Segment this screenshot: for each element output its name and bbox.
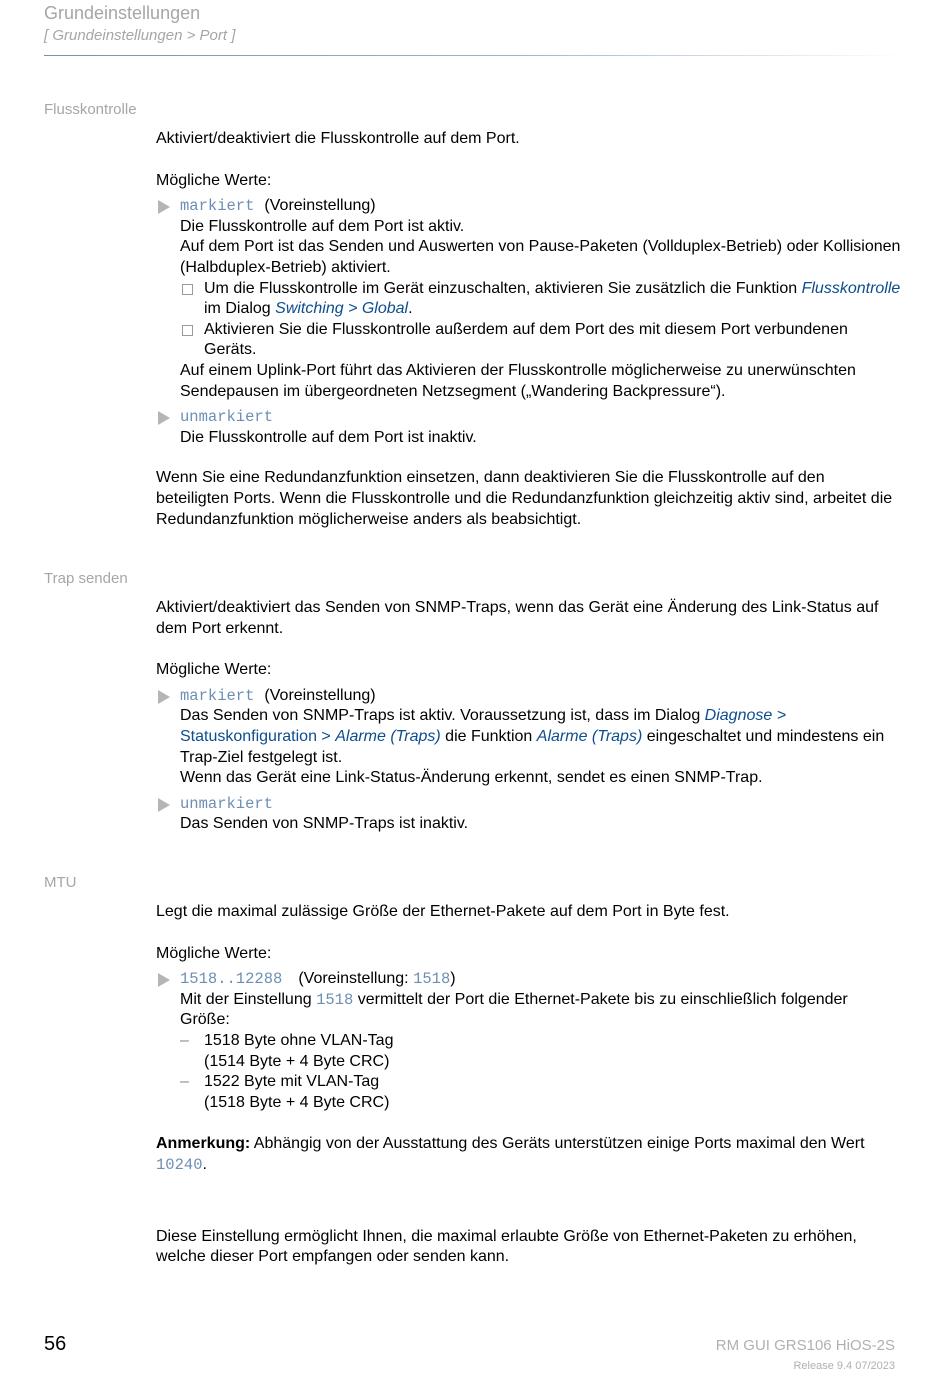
value-description: Auf einem Uplink-Port führt das Aktivieren der Flusskontrolle möglicherweise zu unerwünschten Sendepausen im übergeordneten Netzsegment („Wandering Backpressure“). xyxy=(180,361,856,400)
triangle-bullet-icon xyxy=(158,690,170,704)
section-flusskontrolle xyxy=(156,129,901,530)
section-note: Wenn Sie eine Redundanzfunktion einsetzen, dann deaktivieren Sie die Flusskontrolle auf den beteiligten Ports. Wenn die Flusskontrolle und die Redundanzfunktion gleichzeitig aktiv sind, arbeitet die Redundanzfunktion möglicherweise anders als beabsichtigt. xyxy=(156,469,893,528)
section-label-flusskontrolle: Flusskontrolle xyxy=(44,101,137,118)
values-heading: Mögliche Werte: xyxy=(156,171,272,189)
release-info: Release 9.4 07/2023 xyxy=(793,1360,895,1372)
value-description: Das Senden von SNMP-Traps ist aktiv. Voraussetzung ist, dass im Dialog Diagnose > Statuskonfiguration > Alarme (Traps) die Funktion Alarme (Traps) eingeschaltet und mindestens ein Trap-Ziel festgelegt ist. xyxy=(180,707,885,766)
value-description: Die Flusskontrolle auf dem Port ist inaktiv. xyxy=(180,428,477,446)
value-code: 1518..12288 xyxy=(180,970,283,989)
section-label-trap-senden: Trap senden xyxy=(44,570,128,587)
page-number: 56 xyxy=(44,1333,67,1355)
value-code: markiert xyxy=(180,686,255,705)
triangle-bullet-icon xyxy=(158,798,170,812)
dash-bullet-icon: – xyxy=(180,1031,189,1049)
size-bullet-item: – 1522 Byte mit VLAN-Tag (1518 Byte + 4 Byte CRC) xyxy=(180,1073,390,1111)
value-description: Wenn das Gerät eine Link-Status-Änderung erkennt, sendet es einen SNMP-Trap. xyxy=(180,769,763,787)
default-note: (Voreinstellung) xyxy=(264,686,376,704)
value-item-markiert xyxy=(156,686,901,789)
value-description: Das Senden von SNMP-Traps ist inaktiv. xyxy=(180,815,469,833)
value-item-unmarkiert xyxy=(156,407,901,448)
dialog-link-flusskontrolle[interactable]: Flusskontrolle xyxy=(801,279,901,297)
value-description: Die Flusskontrolle auf dem Port ist aktiv. xyxy=(180,217,465,235)
section-intro: Aktiviert/deaktiviert die Flusskontrolle auf dem Port. xyxy=(156,130,520,147)
section-intro: Aktiviert/deaktiviert das Senden von SNMP-Traps, wenn das Gerät eine Änderung des Link-Status auf dem Port erkennt. xyxy=(156,599,879,637)
value-item-markiert xyxy=(156,196,901,402)
value-code: unmarkiert xyxy=(180,794,274,813)
values-heading: Mögliche Werte: xyxy=(156,661,272,679)
section-label-mtu: MTU xyxy=(44,874,77,891)
triangle-bullet-icon xyxy=(158,411,170,425)
section-mtu xyxy=(156,902,901,1268)
section-intro: Legt die maximal zulässige Größe der Ethernet-Pakete auf dem Port in Byte fest. xyxy=(156,903,730,920)
dash-bullet-icon: – xyxy=(180,1073,189,1091)
max-value-code: 10240 xyxy=(156,1155,203,1174)
dialog-link-diagnose[interactable]: Diagnose > xyxy=(704,707,787,725)
value-code: markiert xyxy=(180,197,255,216)
step-item: Aktivieren Sie die Flusskontrolle außerdem auf dem Port des mit diesem Port verbundenen Geräts. xyxy=(180,320,901,361)
breadcrumb: [ Grundeinstellungen > Port ] xyxy=(44,27,236,44)
value-description: Mit der Einstellung 1518 vermittelt der Port die Ethernet-Pakete bis zu einschließlich folgender Größe: xyxy=(180,990,848,1029)
triangle-bullet-icon xyxy=(158,200,170,214)
function-link-alarme-traps[interactable]: Alarme (Traps) xyxy=(536,727,643,745)
section-trap-senden xyxy=(156,598,901,835)
section-closing: Diese Einstellung ermöglicht Ihnen, die maximal erlaubte Größe von Ethernet-Paketen zu erhöhen, welche dieser Port empfangen oder senden kann. xyxy=(156,1227,857,1266)
value-description: Auf dem Port ist das Senden und Auswerten von Pause-Paketen (Vollduplex-Betrieb) oder Kollisionen (Halbduplex-Betrieb) aktiviert. xyxy=(180,238,901,276)
checkbox-bullet-icon xyxy=(182,325,193,336)
default-note: (Voreinstellung) xyxy=(264,197,376,215)
value-item-range: 1518..12288 (Voreinstellung: 1518) Mit der Einstellung 1518 vermittelt der Port die Ethernet-Pakete bis zu einschließlich folgender Größe: – 1518 Byte ohne VLAN-Tag (1514 Byte + 4 Byte CRC) – 1522 Byte mit VLAN-Tag (1518 Byte + 4 Byte CRC) xyxy=(156,969,901,1113)
document-id: RM GUI GRS106 HiOS-2S xyxy=(715,1337,895,1354)
section-note: Anmerkung: Abhängig von der Ausstattung des Geräts unterstützen einige Ports maximal den Wert 10240. xyxy=(156,1135,865,1174)
checkbox-bullet-icon xyxy=(182,284,193,295)
values-heading: Mögliche Werte: xyxy=(156,944,272,962)
page-title: Grundeinstellungen xyxy=(44,3,201,23)
step-item: Um die Flusskontrolle im Gerät einzuschalten, aktivieren Sie zusätzlich die Funktion Flusskontrolle im Dialog Switching > Global. xyxy=(180,279,901,320)
value-code: unmarkiert xyxy=(180,408,274,427)
triangle-bullet-icon xyxy=(158,973,170,987)
dialog-link-alarme-traps[interactable]: Alarme (Traps) xyxy=(335,727,441,745)
dialog-link-statuskonfiguration[interactable]: Statuskonfiguration xyxy=(180,727,317,745)
default-value-code: 1518 xyxy=(413,970,451,989)
dialog-link-switching-global[interactable]: Switching > Global xyxy=(275,300,409,318)
size-bullet-item: – 1518 Byte ohne VLAN-Tag (1514 Byte + 4 Byte CRC) xyxy=(180,1031,394,1070)
value-item-unmarkiert xyxy=(156,794,901,835)
header-divider xyxy=(44,55,904,56)
